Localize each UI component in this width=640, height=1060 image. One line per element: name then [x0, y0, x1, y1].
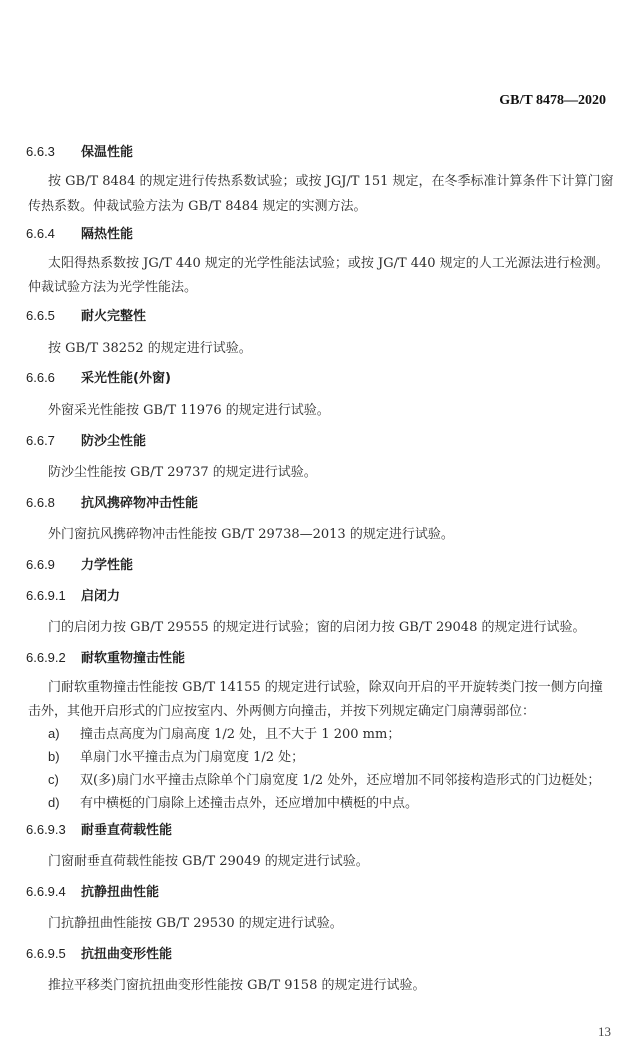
section-heading-6-6-6	[26, 367, 640, 386]
section-number: 6.6.9.4	[26, 884, 66, 899]
section-number: 6.6.9.3	[26, 822, 66, 837]
list-item	[48, 723, 640, 742]
list-item	[48, 769, 640, 788]
paragraph: 太阳得热系数按 JG/T 440 规定的光学性能法试验；或按 JG/T 440 规定的人工光源法进行检测。	[48, 256, 609, 271]
paragraph: 传热系数。仲裁试验方法为 GB/T 8484 规定的实测方法。	[28, 199, 367, 214]
list-marker: d)	[48, 795, 60, 810]
list-text: 单扇门水平撞击点为门扇宽度 1/2 处；	[80, 750, 305, 765]
section-number: 6.6.5	[26, 308, 55, 323]
section-heading-6-6-3	[26, 141, 640, 160]
section-heading-6-6-9	[26, 554, 640, 573]
section-title: 抗静扭曲性能	[81, 885, 160, 900]
section-heading-6-6-7	[26, 430, 640, 449]
section-number: 6.6.9	[26, 557, 55, 572]
page-number: 13	[598, 1024, 611, 1039]
section-heading-6-6-9-1	[26, 585, 640, 604]
paragraph: 击外，其他开启形式的门应按室内、外两侧方向撞击，并按下列规定确定门扇薄弱部位：	[28, 704, 536, 719]
section-title: 抗风携碎物冲击性能	[81, 496, 199, 511]
paragraph: 推拉平移类门窗抗扭曲变形性能按 GB/T 9158 的规定进行试验。	[48, 978, 426, 993]
paragraph: 外门窗抗风携碎物冲击性能按 GB/T 29738—2013 的规定进行试验。	[48, 527, 454, 542]
paragraph: 门抗静扭曲性能按 GB/T 29530 的规定进行试验。	[48, 916, 343, 931]
paragraph: 仲裁试验方法为光学性能法。	[28, 280, 198, 295]
section-heading-6-6-8	[26, 492, 640, 511]
section-heading-6-6-9-4	[26, 881, 640, 900]
section-title: 耐垂直荷载性能	[81, 823, 173, 838]
section-title: 耐火完整性	[81, 309, 147, 324]
list-text: 双(多)扇门水平撞击点除单个门扇宽度 1/2 处外，还应增加不同邻接构造形式的门边梃处；	[80, 773, 601, 788]
section-heading-6-6-4	[26, 223, 640, 242]
section-title: 耐软重物撞击性能	[81, 651, 186, 666]
paragraph: 按 GB/T 38252 的规定进行试验。	[48, 341, 252, 356]
section-number: 6.6.7	[26, 433, 55, 448]
section-title: 隔热性能	[81, 227, 134, 242]
section-number: 6.6.8	[26, 495, 55, 510]
section-title: 启闭力	[81, 589, 121, 604]
list-marker: b)	[48, 749, 60, 764]
section-heading-6-6-9-5	[26, 943, 640, 962]
section-title: 采光性能(外窗)	[81, 371, 171, 386]
list-item	[48, 746, 640, 765]
paragraph: 门的启闭力按 GB/T 29555 的规定进行试验；窗的启闭力按 GB/T 29048 的规定进行试验。	[48, 620, 586, 635]
section-number: 6.6.4	[26, 226, 55, 241]
section-heading-6-6-9-2	[26, 647, 640, 666]
section-title: 保温性能	[81, 145, 134, 160]
list-item	[48, 792, 640, 811]
section-number: 6.6.9.2	[26, 650, 66, 665]
list-text: 有中横梃的门扇除上述撞击点外，还应增加中横梃的中点。	[80, 796, 419, 811]
section-title: 抗扭曲变形性能	[81, 947, 173, 962]
section-number: 6.6.9.5	[26, 946, 66, 961]
paragraph: 外窗采光性能按 GB/T 11976 的规定进行试验。	[48, 403, 330, 418]
section-title: 防沙尘性能	[81, 434, 147, 449]
list-text: 撞击点高度为门扇高度 1/2 处，且不大于 1 200 mm；	[80, 727, 401, 742]
section-number: 6.6.3	[26, 144, 55, 159]
paragraph: 防沙尘性能按 GB/T 29737 的规定进行试验。	[48, 465, 317, 480]
section-number: 6.6.6	[26, 370, 55, 385]
list-marker: a)	[48, 726, 60, 741]
section-heading-6-6-9-3	[26, 819, 640, 838]
list-marker: c)	[48, 772, 59, 787]
section-title: 力学性能	[81, 558, 134, 573]
section-number: 6.6.9.1	[26, 588, 66, 603]
section-heading-6-6-5	[26, 305, 640, 324]
paragraph: 门窗耐垂直荷载性能按 GB/T 29049 的规定进行试验。	[48, 854, 369, 869]
standard-number-header: GB/T 8478—2020	[499, 93, 606, 108]
paragraph: 按 GB/T 8484 的规定进行传热系数试验；或按 JGJ/T 151 规定，在冬季标准计算条件下计算门窗	[48, 174, 614, 189]
paragraph: 门耐软重物撞击性能按 GB/T 14155 的规定进行试验，除双向开启的平开旋转类门按一侧方向撞	[48, 680, 603, 695]
